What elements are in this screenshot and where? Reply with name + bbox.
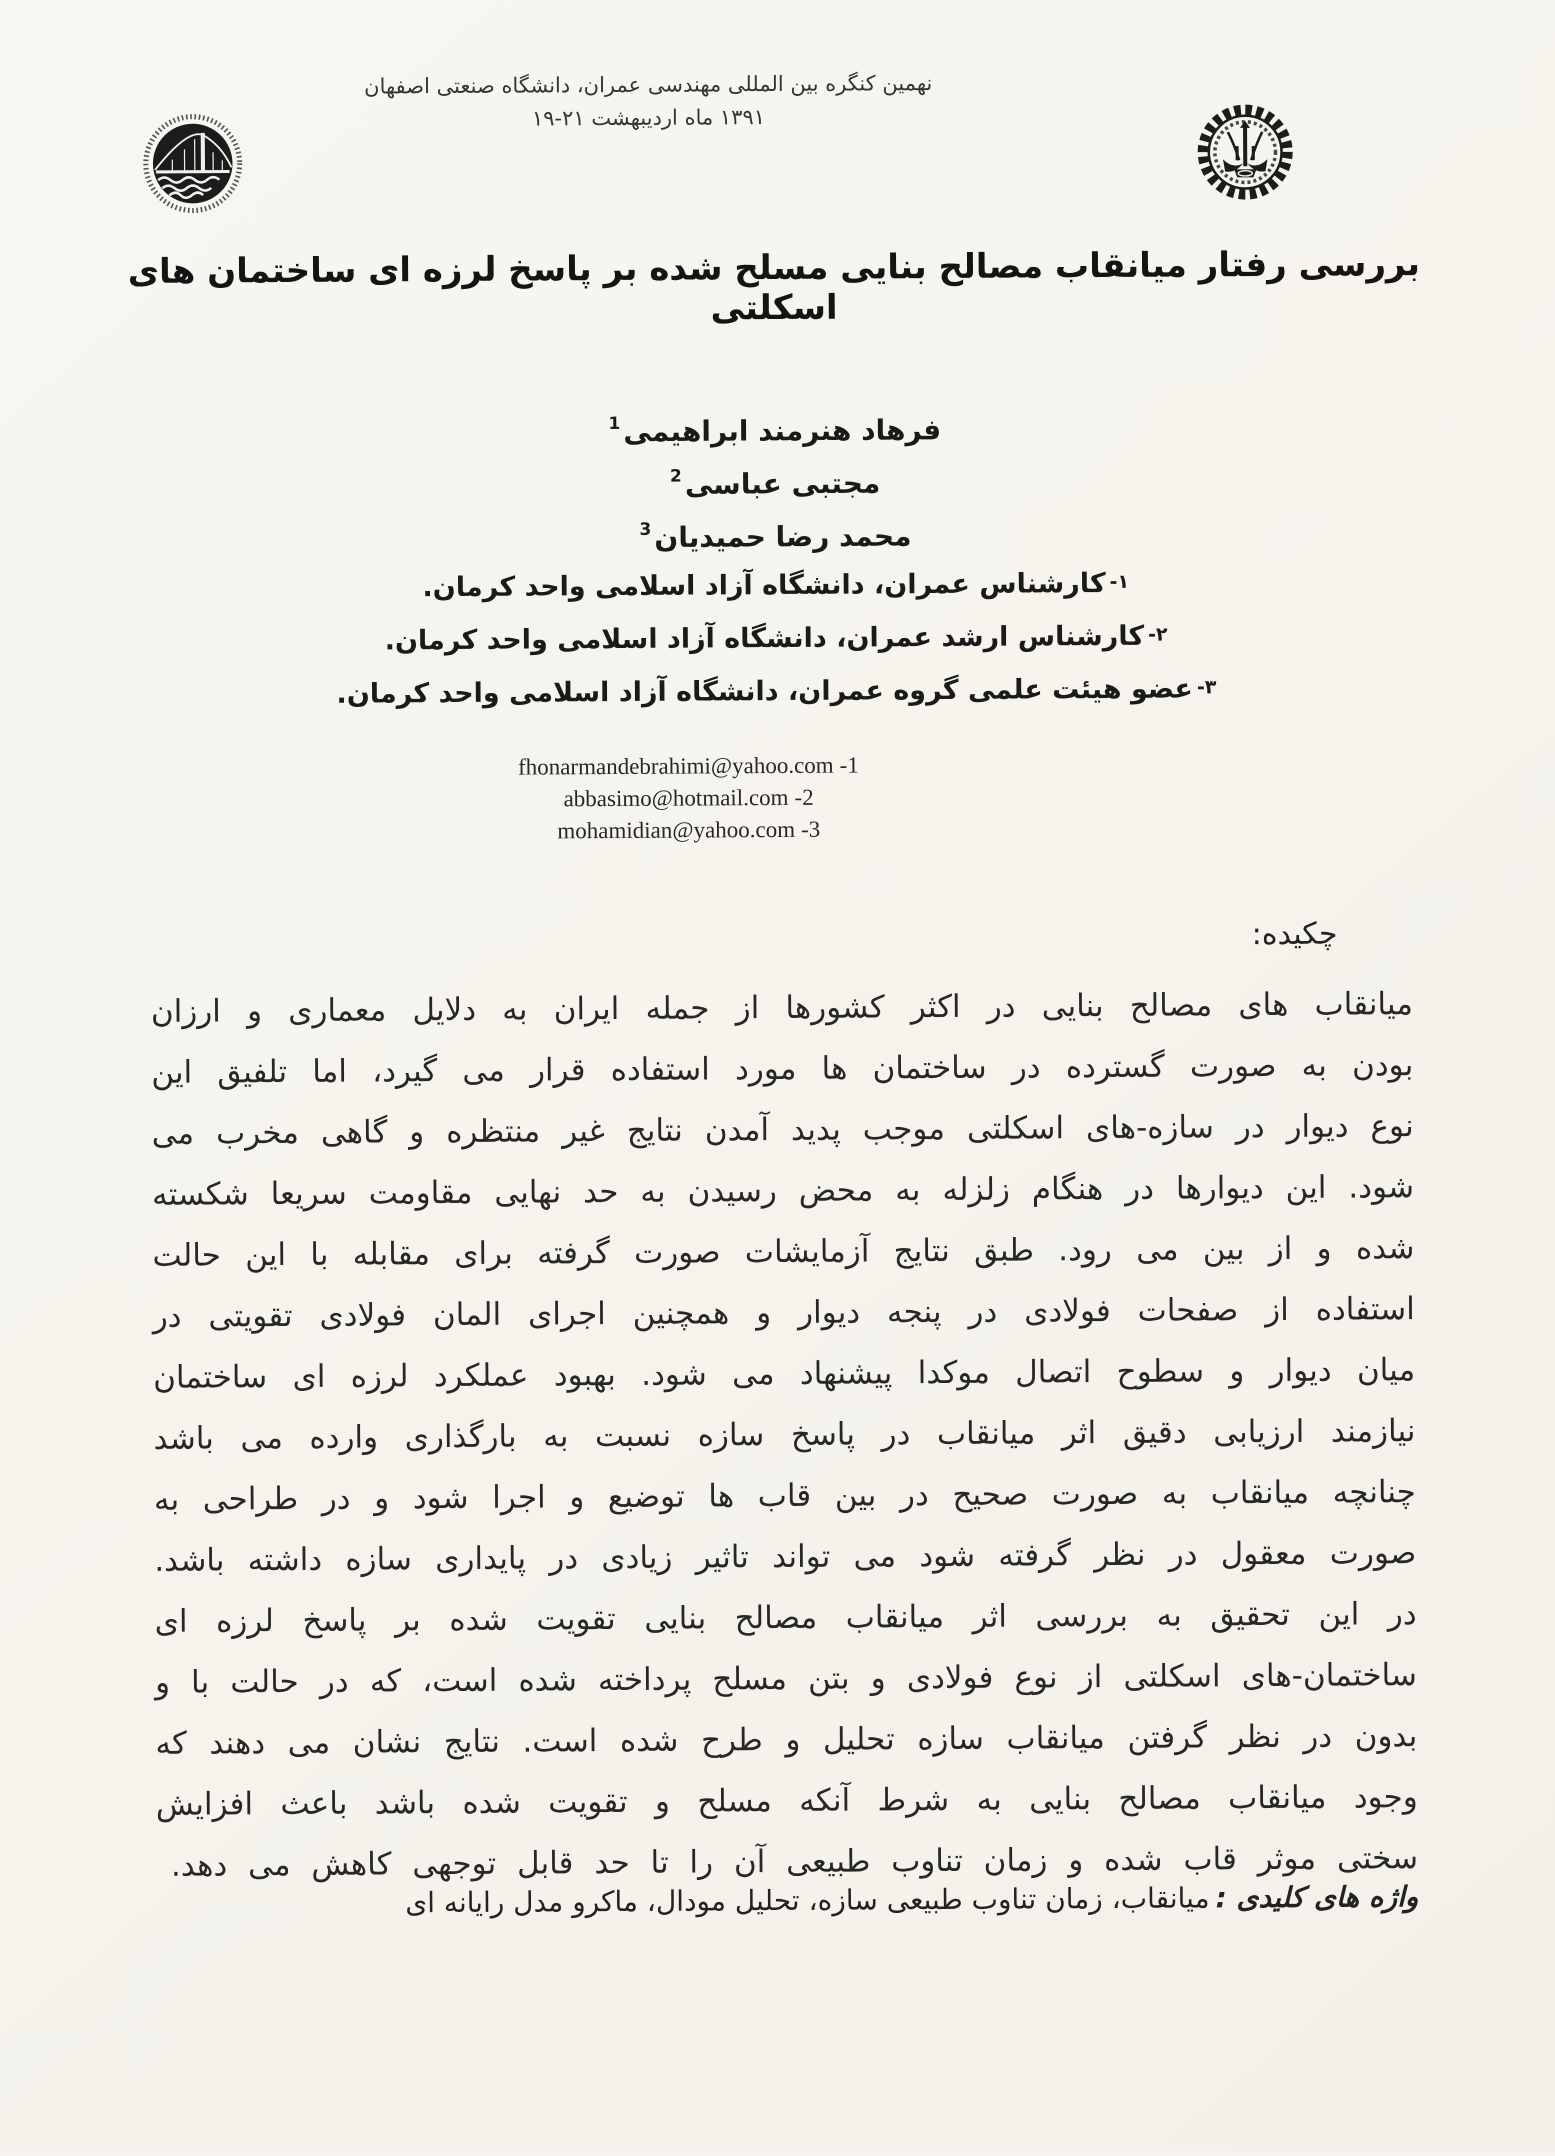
email-footnote-ref: -2 [794,785,813,810]
affiliation-1 [73,554,1478,616]
affiliation-2 [73,607,1478,669]
author-name-3 [73,501,1478,563]
author-name: مجتبی عباسی [685,467,881,501]
author-name: محمد رضا حمیدیان [654,520,911,555]
author-footnote-ref: 2 [670,467,682,487]
email-address: mohamidian@yahoo.com [557,817,795,843]
affiliation-3 [74,660,1479,722]
author-name-2 [73,448,1478,510]
email-address: fhonarmandebrahimi@yahoo.com [518,753,834,780]
affiliation-number: ۳- [1197,676,1217,698]
authors-block [72,395,1479,722]
abstract-heading: چکیده: [1252,917,1338,953]
email-footnote-ref: -3 [801,817,820,842]
affiliation-text: کارشناس ارشد عمران، دانشگاه آزاد اسلامی واحد کرمان. [385,621,1145,657]
email-footnote-ref: -1 [840,753,859,778]
author-name: فرهاد هنرمند ابراهیمی [623,413,941,448]
university-gear-logo-icon [1194,100,1296,205]
affiliation-number: ۲- [1148,624,1168,646]
conference-name: نهمین کنگره بین المللی مهندسی عمران، دانشگاه صنعتی اصفهان [253,70,1043,99]
conference-date: ۱۹‎-‎۲۱ اردیبهشت‎ ماه‎ ۱۳۹۱ [253,103,1043,132]
keywords-label: واژه های کلیدی : [1215,1880,1418,1914]
author-name-1 [72,395,1477,457]
author-footnote-ref: 3 [639,520,651,540]
affiliation-text: عضو هیئت علمی گروه عمران، دانشگاه آزاد اسلامی واحد کرمان. [336,673,1193,709]
emails-block [0,746,1378,850]
keywords-text: میانقاب، زمان تناوب طبیعی سازه، تحلیل مودال، ماکرو مدل رایانه ای [405,1881,1209,1919]
conference-header [253,70,1043,132]
abstract-body: میانقاب های مصالح بنایی در اکثر کشورها از جمله ایران به دلایل معماری و ارزان بودن به صورت گسترده در ساختمان ها مورد استفاده قرار می گیرد، اما تلفیق این نوع دیوار در سازه-های اسکلتی موجب پدید آمدن نتایج غیر منتظره و گاهی مخرب می شود. این دیوارها در هنگام زلزله به محض رسیدن به حد نهایی مقاومت سریعا شکسته شده و از بین می رود. طبق نتایج آزمایشات صورت گرفته برای مقابله با این حالت استفاده از صفحات فولادی در پنجه دیوار و همچنین اجرای المان فولادی تقویتی در میان دیوار و سطوح اتصال موکدا پیشنهاد می شود. بهبود عملکرد لرزه ای ساختمان نیازمند ارزیابی دقیق اثر میانقاب در پاسخ سازه نسبت به بارگذاری وارده می باشد چنانچه میانقاب به صورت صحیح در بین قاب ها توضیع و اجرا شود و در طراحی به صورت معقول در نظر گرفته شود می تواند تاثیر زیادی در پایداری سازه داشته باشد. در این تحقیق به بررسی اثر میانقاب مصالح بنایی تقویت شده بر پاسخ لرزه ای ساختمان-های اسکلتی از نوع فولادی و بتن مسلح پرداخته شده است، که در حالت با و بدون در نظر گرفتن میانقاب سازه تحلیل و طرح شده است. نتایج نشان می دهند که وجود میانقاب مصالح بنایی به شرط آنکه مسلح و تقویت شده باشد باعث افزایش سختی موثر قاب شده و زمان تناوب طبیعی آن را تا حد قابل توجهی کاهش می دهد. [151,974,1419,1897]
congress-bridge-logo-icon [141,99,244,226]
affiliation-number: ۱- [1110,571,1130,593]
email-address: abbasimo@hotmail.com [563,785,788,811]
paper-title: بررسی رفتار میانقاب مصالح بنایی مسلح شده بر پاسخ لرزه ای ساختمان های اسکلتی [71,244,1476,333]
keywords-line [156,1876,1418,1926]
affiliation-text: کارشناس عمران، دانشگاه آزاد اسلامی واحد کرمان. [422,568,1105,603]
author-footnote-ref: 1 [608,414,620,434]
